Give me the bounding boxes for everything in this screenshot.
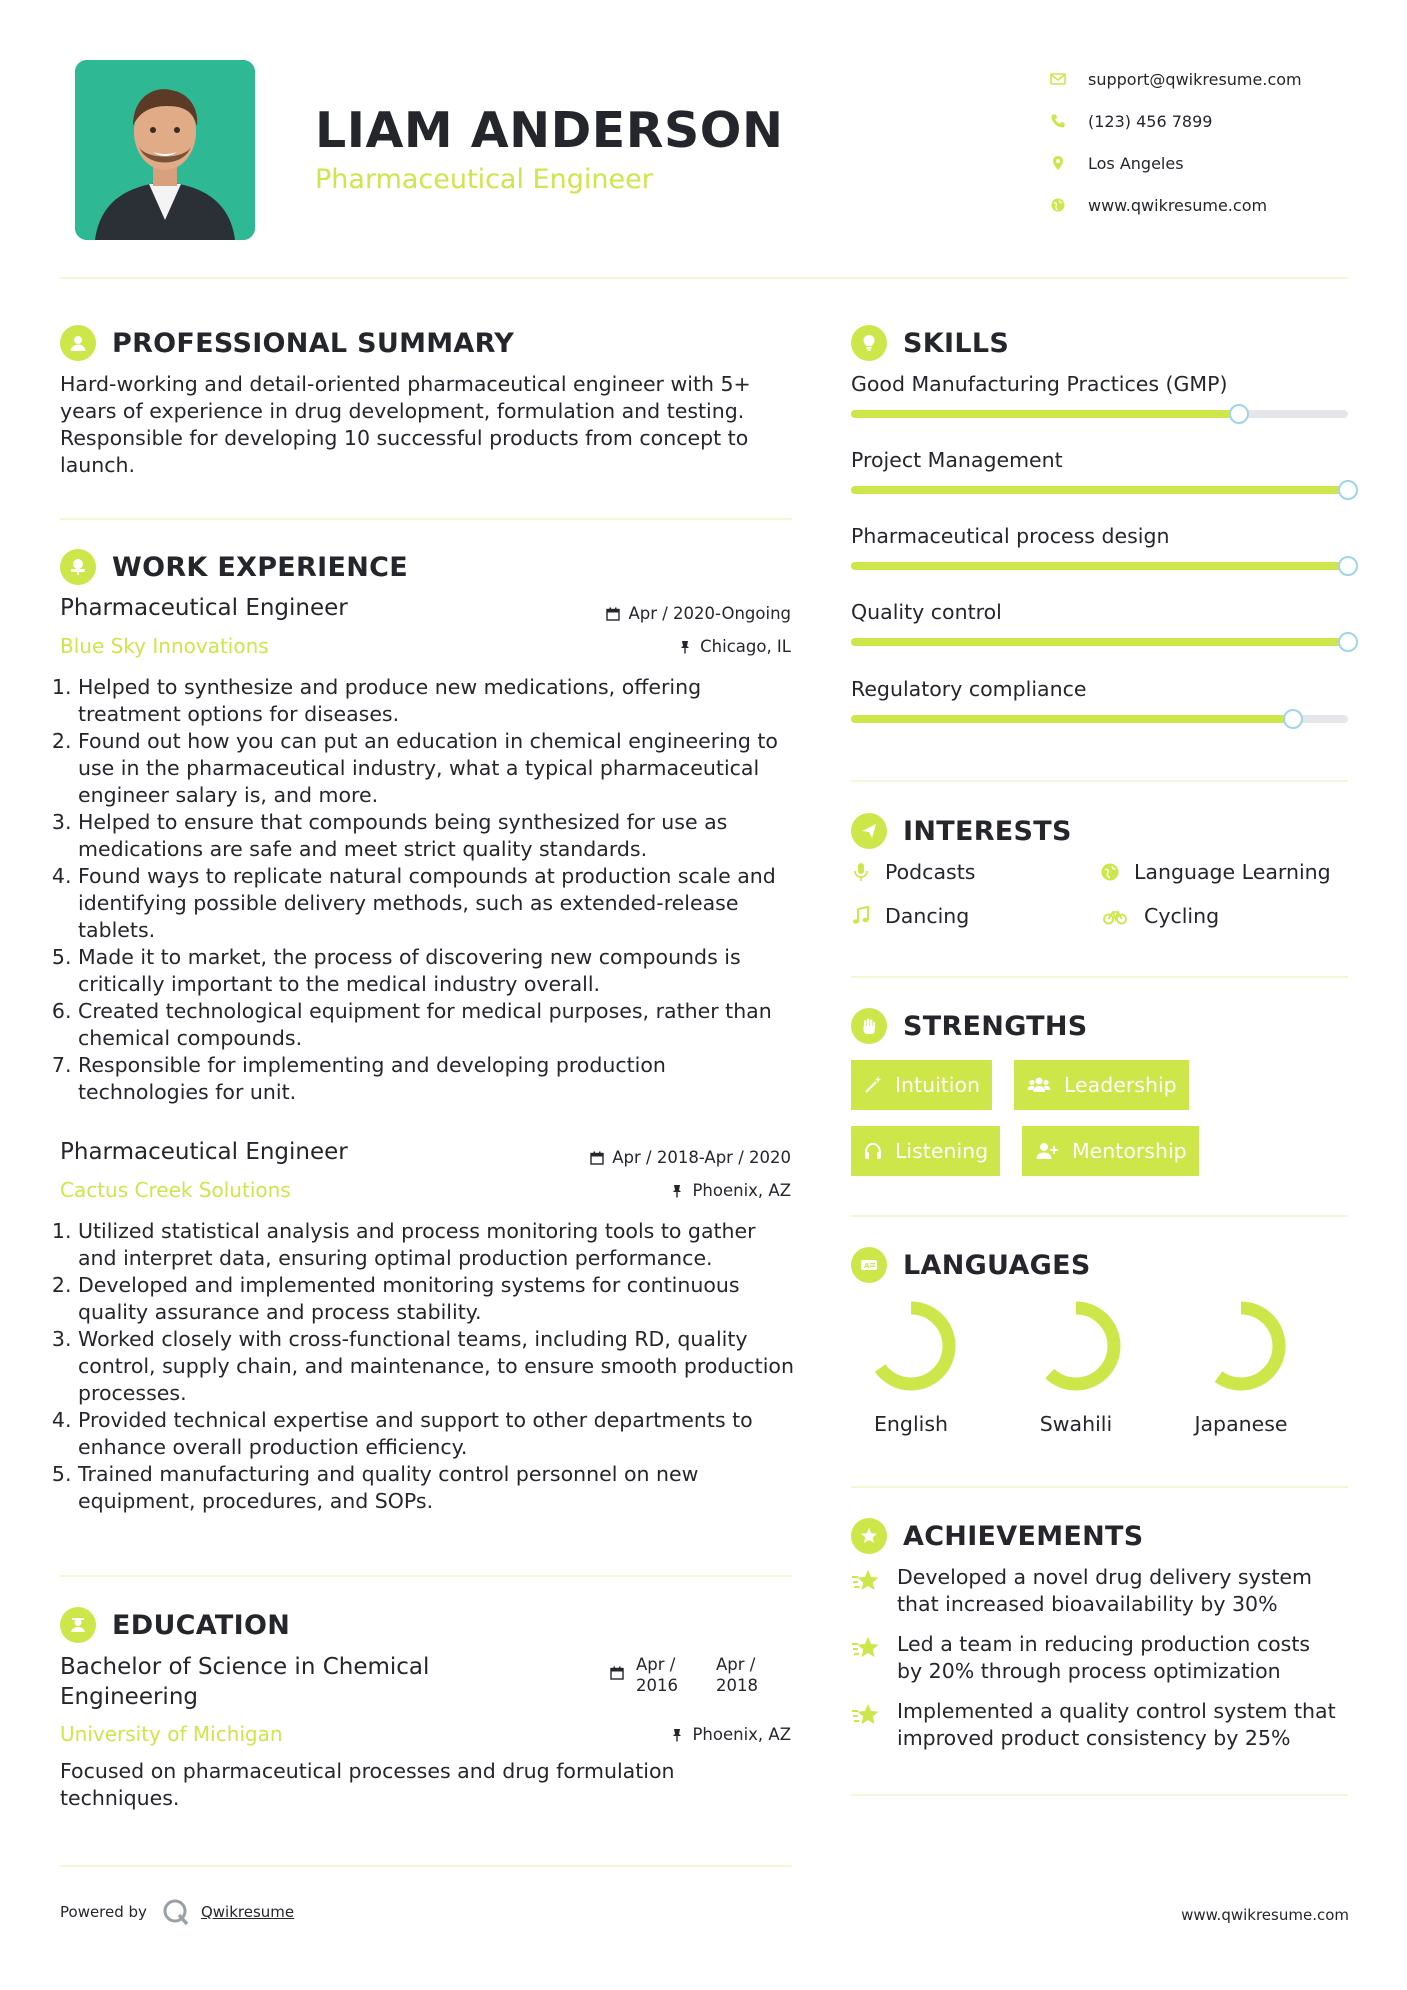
interest-item [851,860,975,884]
globe-icon [1050,197,1088,213]
education-start [636,1654,716,1696]
interest-item [851,904,969,928]
skill-knob [1338,556,1358,576]
education-title: EDUCATION [112,1609,291,1641]
summary-divider [60,518,792,520]
achievements-title: ACHIEVEMENTS [903,1520,1144,1552]
skill-fill [851,715,1293,723]
list-item: 4. Provided technical expertise and support to other departments to enhance overall production efficiency. [78,1407,800,1461]
skill-item [851,372,1348,418]
strength-label: Intuition [895,1073,981,1097]
job-title: Pharmaceutical Engineer [60,1139,348,1165]
skill-track [851,715,1348,723]
job-location-text: Chicago, IL [700,637,791,656]
microphone-icon [851,862,871,882]
list-item: 5. Made it to market, the process of discovering new compounds is critically important to the medical industry overall. [78,944,800,998]
job-company: Cactus Creek Solutions [60,1178,291,1202]
contact-block [1050,58,1370,226]
language-ring [863,1298,959,1394]
interests-divider [851,976,1348,978]
candidate-title: Pharmaceutical Engineer [315,164,653,195]
education-end [716,1654,776,1696]
language-ring-arc [1038,1308,1114,1384]
summary-title: PROFESSIONAL SUMMARY [112,327,515,359]
bicycle-icon [1100,906,1130,926]
job-duties-list [60,674,800,1106]
contact-location-text: Los Angeles [1088,153,1184,173]
education-dates [610,1654,776,1696]
interest-label: Dancing [885,904,970,928]
star-icon [851,1700,881,1730]
achievement-text [897,1564,1312,1618]
briefcase-icon [60,549,96,585]
skill-fill [851,486,1348,494]
envelope-icon [1050,71,1088,87]
interest-label: Cycling [1144,904,1220,928]
skill-item [851,524,1348,570]
skill-track [851,410,1348,418]
paper-plane-icon [851,813,887,849]
interest-item [1100,860,1331,884]
list-item: 4. Found ways to replicate natural compounds at production scale and identifying possible delivery methods, such as extended-release tablets. [78,863,800,944]
summary-heading [60,325,514,361]
list-item: 7. Responsible for implementing and developing production technologies for unit. [78,1052,800,1106]
contact-email-text: support@qwikresume.com [1088,69,1302,89]
candidate-name: LIAM ANDERSON [315,102,784,159]
map-pin-icon [1050,155,1088,171]
summary-line: years of experience in drug development, formulation and testing. [60,399,745,423]
skill-label: Project Management [851,448,1063,472]
achievements-heading [851,1518,1144,1554]
achievement-line: improved product consistency by 25% [897,1726,1291,1750]
calendar-icon [590,1151,604,1165]
achievement-line: Led a team in reducing production costs [897,1632,1311,1656]
users-icon [1026,1075,1052,1095]
achievement-text [897,1698,1336,1752]
education-end-year: 2018 [716,1676,758,1695]
language-icon [851,1247,887,1283]
interests-title: INTERESTS [903,815,1072,847]
education-desc-line: techniques. [60,1786,180,1810]
globe-icon [1100,862,1120,882]
education-description [60,1758,800,1812]
summary-text [60,371,800,479]
education-start-month: Apr / [636,1655,676,1674]
skill-label: Regulatory compliance [851,677,1087,701]
education-heading [60,1607,290,1643]
list-item: 2. Developed and implemented monitoring systems for continuous quality assurance and process stability. [78,1272,800,1326]
list-item: 1. Helped to synthesize and produce new medications, offering treatment options for diseases. [78,674,800,728]
achievement-line: Developed a novel drug delivery system [897,1565,1313,1589]
summary-line: Responsible for developing 10 successful products from concept to [60,426,749,450]
contact-website[interactable] [1050,184,1370,226]
education-start-year: 2016 [636,1676,678,1695]
skill-fill [851,562,1348,570]
degree-line-1: Bachelor of Science in Chemical [60,1654,430,1680]
summary-line: launch. [60,453,136,477]
magic-wand-icon [863,1075,883,1095]
job-location [560,637,791,656]
headphones-icon [863,1141,883,1161]
job-dates-text: Apr / 2018-Apr / 2020 [612,1148,791,1167]
summary-line: Hard-working and detail-oriented pharmaceutical engineer with 5+ [60,372,751,396]
skills-title: SKILLS [903,327,1010,359]
skill-item [851,448,1348,494]
interest-label: Language Learning [1134,860,1331,884]
job-dates-text: Apr / 2020-Ongoing [628,604,791,623]
job-title: Pharmaceutical Engineer [60,595,348,621]
user-icon [60,325,96,361]
calendar-icon [610,1666,624,1680]
skill-label: Quality control [851,600,1002,624]
skill-label: Pharmaceutical process design [851,524,1170,548]
job-location [560,1181,791,1200]
skills-divider [851,780,1348,782]
contact-location [1050,142,1370,184]
pin-icon [670,1184,684,1198]
achievement-item [851,1564,1361,1618]
footer-website-link[interactable]: www.qwikresume.com [1181,1906,1349,1924]
language-label: Swahili [1039,1412,1113,1436]
phone-icon [1050,113,1088,129]
profile-photo-illustration [75,60,255,240]
strengths-divider [851,1215,1348,1217]
skill-knob [1283,709,1303,729]
contact-email[interactable] [1050,58,1370,100]
lightbulb-icon [851,325,887,361]
skill-item [851,677,1348,723]
skill-knob [1229,404,1249,424]
svg-text:A: A [864,1262,870,1270]
music-icon [851,906,871,926]
language-ring [1028,1298,1124,1394]
skills-heading [851,325,1009,361]
footer-powered-by [60,1897,294,1927]
graduation-icon [60,1607,96,1643]
achievement-line: by 20% through process optimization [897,1659,1281,1683]
strengths-title: STRENGTHS [903,1010,1088,1042]
strength-tag [851,1126,1000,1176]
skill-fill [851,410,1239,418]
interest-item [1100,904,1219,928]
strength-tag [1014,1060,1189,1110]
interests-heading [851,813,1072,849]
hand-icon [851,1008,887,1044]
strength-tag [1022,1126,1199,1176]
job-dates [540,1148,791,1167]
star-badge-icon [851,1518,887,1554]
achievement-text [897,1631,1310,1685]
interest-label: Podcasts [885,860,976,884]
language-item [1016,1298,1136,1436]
languages-divider [851,1486,1348,1488]
achievement-line: Implemented a quality control system that [897,1699,1336,1723]
job-location-text: Phoenix, AZ [692,1181,791,1200]
list-item: 5. Trained manufacturing and quality control personnel on new equipment, procedures, and SOPs. [78,1461,800,1515]
work-title: WORK EXPERIENCE [112,551,408,583]
contact-phone-text: (123) 456 7899 [1088,111,1213,131]
star-icon [851,1633,881,1663]
skill-track [851,486,1348,494]
achievements-divider [851,1794,1348,1796]
education-end-month: Apr / [716,1655,756,1674]
language-item [1181,1298,1301,1436]
work-heading [60,549,408,585]
job-duties-list [60,1218,800,1515]
education-divider [60,1865,792,1867]
achievement-line: that increased bioavailability by 30% [897,1592,1278,1616]
qwikresume-logo-icon [161,1897,191,1927]
skill-track [851,638,1348,646]
skill-knob [1338,480,1358,500]
strength-label: Leadership [1064,1073,1177,1097]
skill-label: Good Manufacturing Practices (GMP) [851,372,1228,396]
language-ring-arc [1203,1308,1279,1384]
contact-phone[interactable] [1050,100,1370,142]
list-item: 3. Worked closely with cross-functional teams, including RD, quality control, supply chain, and maintenance, to ensure smooth production processes. [78,1326,800,1407]
pin-icon [670,1728,684,1742]
language-item [851,1298,971,1436]
degree-line-2: Engineering [60,1684,198,1710]
list-item: 6. Created technological equipment for medical purposes, rather than chemical compounds. [78,998,800,1052]
language-ring-arc [873,1308,949,1384]
skill-knob [1338,632,1358,652]
footer-brand-link[interactable]: Qwikresume [200,1903,295,1921]
achievement-item [851,1631,1361,1685]
language-label: Japanese [1194,1412,1288,1436]
languages-heading [851,1247,1091,1283]
strength-label: Listening [895,1139,989,1163]
languages-title: LANGUAGES [903,1249,1091,1281]
skill-item [851,600,1348,646]
header-divider [60,277,1348,279]
strength-tag [851,1060,992,1110]
strengths-heading [851,1008,1088,1044]
user-plus-icon [1034,1141,1060,1161]
education-location-text: Phoenix, AZ [692,1725,791,1744]
calendar-icon [606,607,620,621]
achievement-item [851,1698,1361,1752]
powered-by-text: Powered by [60,1903,147,1921]
skill-fill [851,638,1348,646]
job-dates [560,604,791,623]
list-item: 1. Utilized statistical analysis and process monitoring tools to gather and interpret data, ensuring optimal production performance. [78,1218,800,1272]
language-label: English [873,1412,949,1436]
language-ring [1193,1298,1289,1394]
list-item: 3. Helped to ensure that compounds being synthesized for use as medications are safe and meet strict quality standards. [78,809,800,863]
profile-photo [75,60,255,240]
contact-website-text: www.qwikresume.com [1088,195,1268,215]
education-location [560,1725,791,1744]
list-item: 2. Found out how you can put an education in chemical engineering to use in the pharmaceutical industry, what a typical pharmaceutical engineer salary is, and more. [78,728,800,809]
skill-track [851,562,1348,570]
work-divider [60,1575,792,1577]
star-icon [851,1566,881,1596]
pin-icon [678,640,692,654]
education-desc-line: Focused on pharmaceutical processes and drug formulation [60,1759,675,1783]
job-company: Blue Sky Innovations [60,634,269,658]
education-school: University of Michigan [60,1722,283,1746]
strength-label: Mentorship [1072,1139,1187,1163]
